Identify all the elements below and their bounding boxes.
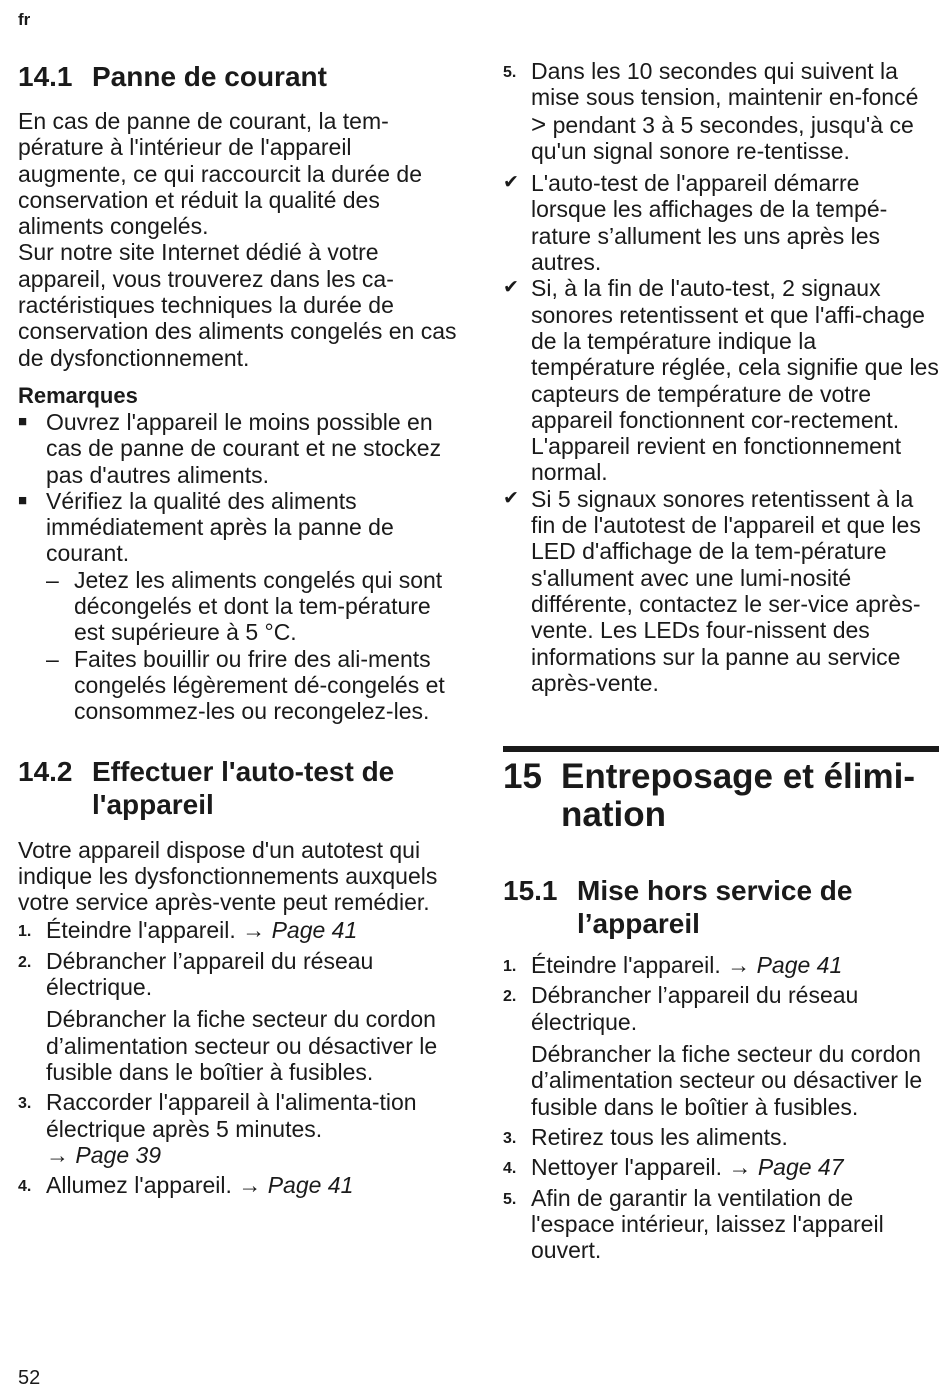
right-column	[503, 58, 939, 1263]
step-number: 1.	[503, 958, 517, 976]
decommission-steps	[503, 952, 939, 1263]
results-list	[503, 170, 939, 696]
step-number: 2.	[18, 953, 32, 971]
result-text: Si, à la fin de l'auto-test, 2 signaux sonores retentissent et que l'affi-chage de la température indique la température réglée, cela signifie que les capteurs de température de votre appareil fonctionnent cor-rectement. L'appareil revient en fonctionnement normal.	[531, 275, 939, 486]
page-reference-link[interactable]: Page 41	[267, 1172, 354, 1199]
step-note-text: Débrancher la fiche secteur du cordon d’alimentation secteur ou désactiver le fusible dans le boîtier à fusibles.	[46, 1006, 438, 1085]
paragraph: Votre appareil dispose d'un autotest qui indique les dysfonctionnements auxquels votre service après-vente peut remédier.	[18, 836, 438, 916]
chapter-divider	[503, 746, 939, 752]
step-text: Allumez l'appareil.	[46, 1172, 232, 1199]
list-item-text: Jetez les aliments congelés qui sont décongelés et dont la tem-pérature est supérieure à 5 °C.	[74, 566, 443, 646]
result-item	[503, 170, 939, 275]
square-bullet-icon: ■	[18, 412, 28, 430]
sub-remarks-list	[46, 567, 458, 725]
step-note-text: Débrancher la fiche secteur du cordon d’alimentation secteur ou désactiver le fusible dans le boîtier à fusibles.	[531, 1041, 923, 1120]
list-item	[18, 409, 458, 488]
step-text: pendant 3 à 5 secondes, jusqu'à ce qu'un signal sonore re-tentisse.	[531, 111, 914, 164]
step-number: 5.	[503, 64, 517, 81]
chapter-number: 15	[503, 757, 542, 797]
result-text: Si 5 signaux sonores retentissent à la fin de l'autotest de l'appareil et que les LED d'affichage de la tem-pérature s'allument avec une lumi-nosité différente, contactez le ser-vice après-vente. Les LEDs four-nissent des informations sur la panne au service après-vente.	[531, 485, 921, 696]
self-test-steps	[18, 917, 458, 1198]
step-item	[503, 1185, 939, 1264]
page-reference-link[interactable]: Page 41	[271, 917, 358, 944]
chapter-15-heading	[503, 758, 939, 834]
chevron-right-icon: >	[531, 108, 547, 139]
dash-bullet-icon: –	[46, 645, 59, 672]
step-item	[503, 1154, 939, 1180]
left-column	[18, 58, 458, 1198]
step-number: 4.	[503, 1160, 517, 1178]
paragraph: En cas de panne de courant, la tem-pérature à l'intérieur de l'appareil augmente, ce qui raccourcit la durée de conservation et réduit la qualité des aliments congelés.	[18, 108, 423, 240]
arrow-icon: →	[727, 952, 751, 979]
page-reference-link[interactable]: Page 47	[757, 1154, 844, 1181]
step-number: 4.	[18, 1178, 32, 1196]
result-item	[503, 486, 939, 696]
step-text: Dans les 10 secondes qui suivent la mise sous tension, maintenir en-foncé	[531, 58, 919, 111]
remarks-title: Remarques	[18, 382, 138, 408]
result-item	[503, 275, 939, 485]
check-icon: ✔	[503, 487, 519, 509]
page-reference-link[interactable]: Page 41	[756, 952, 843, 979]
step-text: Afin de garantir la ventilation de l'espace intérieur, laissez l'appareil ouvert.	[531, 1184, 884, 1264]
step-item	[18, 1172, 458, 1198]
step-text: Débrancher l’appareil du réseau électrique.	[531, 982, 859, 1035]
step-number: 2.	[503, 988, 517, 1006]
step-text: Éteindre l'appareil.	[46, 917, 236, 944]
page-reference-link[interactable]: Page 39	[75, 1141, 162, 1168]
list-item-text: Faites bouillir ou frire des ali-ments congelés légèrement dé-congelés et consommez-les ou recongelez-les.	[74, 645, 445, 725]
section-14-1-heading	[18, 60, 458, 93]
check-icon: ✔	[503, 172, 519, 194]
paragraph: Sur notre site Internet dédié à votre appareil, vous trouverez dans les ca-ractéristiques techniques la durée de conservation des aliments congelés en cas de dysfonctionnement.	[18, 239, 457, 371]
step-item	[503, 982, 939, 1035]
step-number: 5.	[503, 1190, 517, 1208]
section-number: 15.1	[503, 875, 558, 907]
arrow-icon: →	[238, 1172, 262, 1199]
step-text: Éteindre l'appareil.	[531, 952, 721, 979]
section-15-1-heading	[503, 874, 939, 940]
step-item	[503, 1124, 939, 1150]
step-text: Débrancher l’appareil du réseau électrique.	[46, 947, 374, 1001]
language-code: fr	[18, 10, 31, 29]
square-bullet-icon: ■	[18, 491, 28, 509]
step-note	[503, 1041, 939, 1120]
arrow-icon: →	[46, 1141, 69, 1168]
step-item	[18, 1089, 458, 1168]
list-item	[46, 646, 458, 725]
step-text: Retirez tous les aliments.	[531, 1123, 788, 1150]
section-14-2-heading	[18, 755, 458, 821]
section-title: Panne de courant	[92, 61, 327, 92]
step-item	[503, 952, 939, 978]
arrow-icon: →	[242, 917, 266, 944]
arrow-icon: →	[728, 1154, 752, 1181]
list-item	[46, 567, 458, 646]
section-number: 14.1	[18, 61, 73, 92]
section-title: Effectuer l'auto-test de l'appareil	[92, 755, 395, 820]
list-item	[18, 488, 458, 567]
chapter-title: Entreposage et élimi-nation	[561, 757, 915, 835]
check-icon: ✔	[503, 277, 519, 299]
section-title: Mise hors service de l’appareil	[577, 875, 853, 940]
step-item	[18, 917, 458, 943]
list-item-text: Vérifiez la qualité des aliments immédiatement après la panne de courant.	[46, 487, 394, 567]
result-text: L'auto-test de l'appareil démarre lorsque les affichages de la tempé-rature s’allument les uns après les autres.	[531, 170, 888, 276]
step-text: Nettoyer l'appareil.	[531, 1154, 723, 1181]
step-number: 1.	[18, 923, 32, 941]
list-item-text: Ouvrez l'appareil le moins possible en cas de panne de courant et ne stockez pas d'autres aliments.	[46, 408, 442, 488]
step-number: 3.	[18, 1095, 32, 1113]
self-test-steps-continued	[503, 58, 939, 164]
step-number: 3.	[503, 1129, 517, 1147]
step-item	[503, 58, 939, 164]
page-number: 52	[18, 1367, 41, 1389]
step-item	[18, 948, 458, 1001]
dash-bullet-icon: –	[46, 566, 59, 593]
step-note	[18, 1006, 458, 1085]
step-text: Raccorder l'appareil à l'alimenta-tion électrique après 5 minutes.	[46, 1089, 417, 1142]
section-number: 14.2	[18, 755, 73, 787]
remarks-list	[18, 409, 458, 567]
